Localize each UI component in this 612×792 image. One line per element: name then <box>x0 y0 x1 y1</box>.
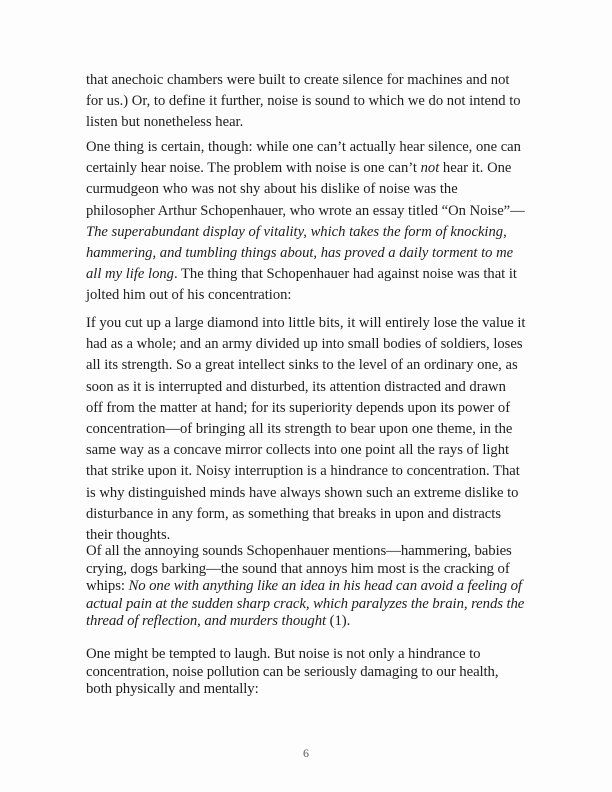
emphasis-not: not <box>420 160 440 177</box>
block-quote-diamond: If you cut up a large diamond into little bits, it will entirely lose the value it had as a whole; and an army divided up into small bodies of soldiers, loses all its strength. So a great intellect sinks to the level of an ordinary one, as soon as it is interrupted and disturbed, its attention distracted and drawn off from the matter at hand; for its superiority depends upon its power of concentration—of bringing all its strength to bear upon one theme, in the same way as a concave mirror collects into one point all the rays of light that strike upon it. Noisy interruption is a hindrance to concentration. That is why distinguished minds have always shown such an extreme dislike to disturbance in any form, as something that breaks in upon and distracts their thoughts. <box>86 315 526 544</box>
quote-on-noise: The superabundant display of vitality, which takes the form of knocking, hammering, and tumbling things about, has proved a daily torment to me all my life long <box>86 223 514 283</box>
citation: (1). <box>326 613 351 630</box>
paragraph-text: One thing is certain, though: while one can’t actually hear silence, one can certainly hear noise. The problem with noise is one can’t <box>86 139 521 177</box>
quote-whip-crack: No one with anything like an idea in his head can avoid a feeling of actual pain at the sudden sharp crack, which paralyzes the brain, rends the thread of reflection, and murders thought <box>86 578 525 630</box>
paragraph-text: . The thing that Schopenhauer had against noise was that it jolted him out of his concentration: <box>86 266 517 304</box>
paragraph-text: hear it. One curmudgeon who was not shy about his dislike of noise was the philosopher Arthur Schopenhauer, who wrote an essay titled “On Noise”— <box>86 160 525 219</box>
paragraph-text: Of all the annoying sounds Schopenhauer mentions—hammering, babies crying, dogs barking—the sound that annoys him most is the cracking of whips: <box>86 543 512 595</box>
paragraph-anechoic-chambers: that anechoic chambers were built to create silence for machines and not for us.) Or, to define it further, noise is sound to which we do not intend to listen but nonetheless hear. <box>86 72 521 131</box>
paragraph-cracking-whips <box>86 543 526 631</box>
page-number: 6 <box>303 746 309 760</box>
paragraph-schopenhauer-intro <box>86 137 526 307</box>
paragraph-noise-pollution: One might be tempted to laugh. But noise is not only a hindrance to concentration, noise pollution can be seriously damaging to our health, both physically and mentally: <box>86 646 499 698</box>
